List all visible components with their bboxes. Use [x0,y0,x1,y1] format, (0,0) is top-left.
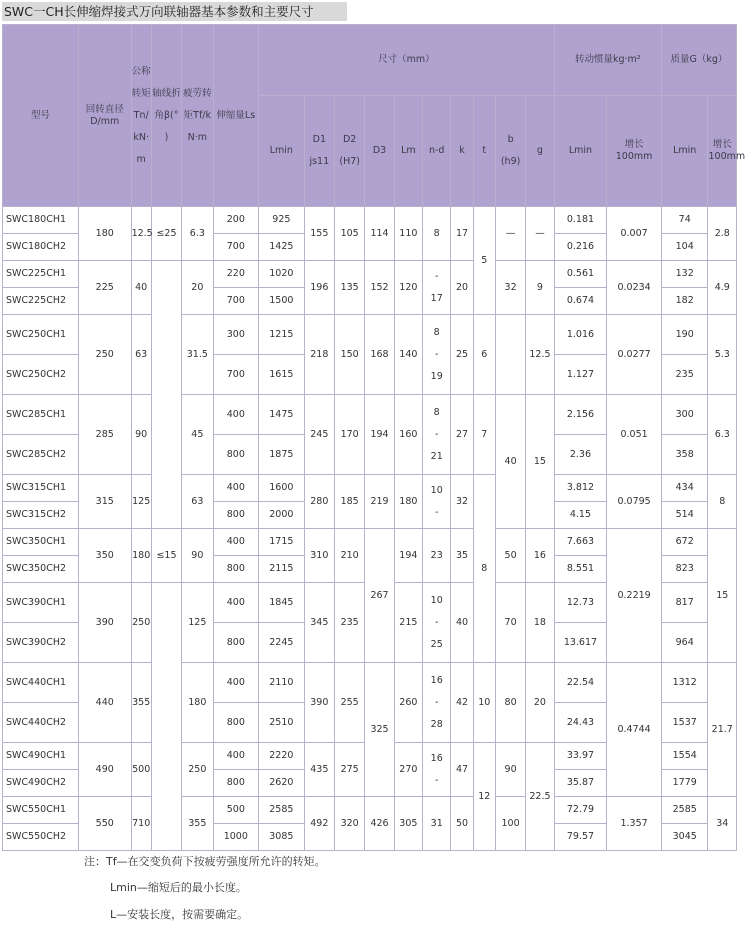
table-cell-t: 7 [473,395,495,475]
table-cell-ls: 700 [213,355,259,395]
table-cell-k: 32 [451,475,473,529]
table-cell-beta-empty [151,261,181,529]
table-cell-g: 22.5 [526,743,554,851]
header-nd: n-d [423,96,451,207]
table-cell-ls: 800 [213,623,259,663]
table-cell-inertia-increase: 0.0234 [607,261,662,315]
table-cell-mass-increase: 2.8 [708,207,737,261]
table-cell-tf: 6.3 [182,207,213,261]
table-cell-lmin: 2110 [259,663,305,703]
table-cell-nd: 16 - 28 [423,663,451,743]
table-cell-inertia-lmin: 0.216 [554,234,607,261]
table-cell-d2: 170 [334,395,364,475]
header-mass-lmin: Lmin [661,96,708,207]
table-cell-ls: 400 [213,743,259,770]
table-cell-lmin: 2220 [259,743,305,770]
table-cell-tf: 20 [182,261,213,315]
table-cell-t: 8 [473,475,495,663]
table-cell-nd: 31 [423,797,451,851]
header-lmin: Lmin [259,96,305,207]
table-cell-ls: 400 [213,583,259,623]
table-cell-mass-lmin: 132 [661,261,708,288]
table-cell-inertia-lmin: 7.663 [554,529,607,556]
table-cell-b: 50 [495,529,525,583]
header-inertia: 转动惯量kg·m² [554,25,661,96]
table-cell-inertia-lmin: 22.54 [554,663,607,703]
table-cell-b-empty [495,315,525,395]
header-t: t [473,96,495,207]
table-cell-mass-increase: 8 [708,475,737,529]
table-cell-b: 70 [495,583,525,663]
header-g: g [526,96,554,207]
table-cell-model: SWC250CH2 [3,355,79,395]
table-cell-nd: 8 - 19 [423,315,451,395]
table-cell-d: 490 [78,743,131,797]
table-cell-d: 225 [78,261,131,315]
table-cell-d: 180 [78,207,131,261]
table-cell-k: 40 [451,583,473,663]
table-cell-inertia-increase: 0.007 [607,207,662,261]
table-cell-d1: 155 [304,207,334,261]
table-cell-lmin: 2000 [259,502,305,529]
header-d1: D1 js11 [304,96,334,207]
table-cell-d2: 235 [334,583,364,663]
table-cell-model: SWC285CH1 [3,395,79,435]
table-cell-inertia-lmin: 13.617 [554,623,607,663]
table-cell-model: SWC550CH1 [3,797,79,824]
table-cell-d: 350 [78,529,131,583]
table-cell-mass-lmin: 964 [661,623,708,663]
table-cell-nd: 23 [423,529,451,583]
table-cell-inertia-lmin: 2.156 [554,395,607,435]
table-cell-lmin: 1500 [259,288,305,315]
table-cell-ls: 800 [213,502,259,529]
table-cell-model: SWC250CH1 [3,315,79,355]
table-cell-mass-lmin: 1312 [661,663,708,703]
table-cell-d2: 275 [334,743,364,797]
header-axis-angle: 轴线折角β(° ) [151,25,181,207]
header-model: 型号 [3,25,79,207]
table-cell-d: 250 [78,315,131,395]
table-cell-d: 315 [78,475,131,529]
header-rotation-diameter: 回转直径D/mm [78,25,131,207]
table-cell-inertia-lmin: 24.43 [554,703,607,743]
table-cell-model: SWC225CH2 [3,288,79,315]
table-cell-tn: 500 [131,743,151,797]
table-cell-d3: 426 [365,797,394,851]
table-cell-tf: 125 [182,583,213,663]
table-cell-model: SWC225CH1 [3,261,79,288]
header-b: b (h9) [495,96,525,207]
table-cell-mass-increase: 4.9 [708,261,737,315]
table-cell-lm: 140 [394,315,422,395]
table-cell-inertia-lmin: 79.57 [554,824,607,851]
table-cell-lm: 260 [394,663,422,743]
table-cell-k: 20 [451,261,473,315]
table-cell-mass-lmin: 672 [661,529,708,556]
table-cell-mass-lmin: 300 [661,395,708,435]
table-cell-g: 18 [526,583,554,663]
table-cell-model: SWC180CH1 [3,207,79,234]
table-cell-b: 80 [495,663,525,743]
table-cell-d: 440 [78,663,131,743]
table-cell-d3: 114 [365,207,394,261]
table-cell-mass-increase: 15 [708,529,737,663]
table-cell-d: 390 [78,583,131,663]
table-cell-k: 42 [451,663,473,743]
table-cell-inertia-increase: 0.0277 [607,315,662,395]
table-cell-k: 25 [451,315,473,395]
table-cell-tn: 40 [131,261,151,315]
header-mass-increase: 增长100mm [708,96,737,207]
table-cell-model: SWC390CH2 [3,623,79,663]
table-cell-model: SWC490CH2 [3,770,79,797]
table-cell-mass-lmin: 434 [661,475,708,502]
table-cell-nd: 8 [423,207,451,261]
table-cell-model: SWC390CH1 [3,583,79,623]
table-cell-ls: 800 [213,435,259,475]
table-cell-tn: 63 [131,315,151,395]
table-cell-d1: 245 [304,395,334,475]
table-cell-tf: 63 [182,475,213,529]
table-cell-lmin: 1600 [259,475,305,502]
table-cell-lmin: 1715 [259,529,305,556]
table-cell-inertia-lmin: 0.181 [554,207,607,234]
table-cell-inertia-lmin: 4.15 [554,502,607,529]
table-cell-model: SWC350CH2 [3,556,79,583]
table-cell-mass-lmin: 1779 [661,770,708,797]
table-cell-lmin: 2245 [259,623,305,663]
table-cell-ls: 400 [213,529,259,556]
header-d2: D2 (H7) [334,96,364,207]
table-cell-tn: 180 [131,529,151,583]
table-cell-beta-empty [151,583,181,851]
table-cell-mass-lmin: 358 [661,435,708,475]
table-cell-lmin: 1475 [259,395,305,435]
table-cell-t: 10 [473,663,495,743]
table-cell-lmin: 2115 [259,556,305,583]
table-cell-inertia-increase: 0.2219 [607,529,662,663]
table-cell-lm: 180 [394,475,422,529]
table-cell-nd: 16 - [423,743,451,797]
table-cell-ls: 800 [213,703,259,743]
table-cell-tn: 710 [131,797,151,851]
table-cell-model: SWC315CH2 [3,502,79,529]
table-cell-inertia-lmin: 3.812 [554,475,607,502]
table-title: SWC一CH长伸缩焊接式万向联轴器基本参数和主要尺寸 [2,2,347,21]
header-d3: D3 [365,96,394,207]
table-cell-d1: 492 [304,797,334,851]
table-cell-nd: 10 - [423,475,451,529]
table-cell-k: 35 [451,529,473,583]
table-cell-beta: ≤15 [151,529,181,583]
table-cell-nd: 8 - 21 [423,395,451,475]
table-cell-mass-lmin: 104 [661,234,708,261]
table-cell-ls: 400 [213,663,259,703]
table-cell-g: 9 [526,261,554,315]
table-cell-lm: 305 [394,797,422,851]
table-cell-ls: 500 [213,797,259,824]
table-cell-b: 32 [495,261,525,315]
table-cell-d2: 255 [334,663,364,743]
table-cell-d1: 218 [304,315,334,395]
table-cell-d2: 150 [334,315,364,395]
table-cell-b: 40 [495,395,525,529]
table-cell-inertia-increase: 0.4744 [607,663,662,797]
table-cell-model: SWC180CH2 [3,234,79,261]
table-cell-mass-lmin: 190 [661,315,708,355]
table-cell-lmin: 2585 [259,797,305,824]
table-cell-inertia-lmin: 72.79 [554,797,607,824]
table-cell-inertia-lmin: 1.127 [554,355,607,395]
header-inertia-lmin: Lmin [554,96,607,207]
table-cell-d3: 168 [365,315,394,395]
table-cell-mass-lmin: 823 [661,556,708,583]
table-cell-d2: 185 [334,475,364,529]
table-cell-d1: 280 [304,475,334,529]
table-cell-model: SWC440CH1 [3,663,79,703]
table-cell-model: SWC350CH1 [3,529,79,556]
table-cell-lm: 194 [394,529,422,583]
table-cell-lmin: 2510 [259,703,305,743]
table-cell-lmin: 925 [259,207,305,234]
table-cell-mass-lmin: 235 [661,355,708,395]
table-cell-inertia-lmin: 33.97 [554,743,607,770]
table-cell-d1: 196 [304,261,334,315]
table-cell-ls: 1000 [213,824,259,851]
table-cell-ls: 800 [213,770,259,797]
table-cell-ls: 300 [213,315,259,355]
note-tf: 注：Tf—在交变负荷下按疲劳强度所允许的转矩。 [84,855,326,868]
table-cell-g: 12.5 [526,315,554,395]
note-l: L—安装长度，按需要确定。 [110,908,249,921]
table-cell-nd: 10 - 25 [423,583,451,663]
table-cell-d2: 135 [334,261,364,315]
table-cell-lmin: 1215 [259,315,305,355]
table-cell-mass-lmin: 2585 [661,797,708,824]
table-cell-d3: 219 [365,475,394,529]
table-cell-g: — [526,207,554,261]
header-k: k [451,96,473,207]
table-cell-model: SWC440CH2 [3,703,79,743]
table-cell-inertia-increase: 0.051 [607,395,662,475]
table-cell-lm: 270 [394,743,422,797]
table-cell-mass-lmin: 817 [661,583,708,623]
table-cell-b: — [495,207,525,261]
table-cell-g: 16 [526,529,554,583]
table-cell-inertia-lmin: 1.016 [554,315,607,355]
table-cell-k: 17 [451,207,473,261]
table-cell-d1: 390 [304,663,334,743]
table-cell-inertia-lmin: 2.36 [554,435,607,475]
table-cell-tf: 31.5 [182,315,213,395]
table-cell-d1: 345 [304,583,334,663]
table-cell-ls: 800 [213,556,259,583]
table-cell-t: 12 [473,743,495,851]
table-cell-model: SWC550CH2 [3,824,79,851]
table-cell-inertia-lmin: 8.551 [554,556,607,583]
table-cell-mass-lmin: 182 [661,288,708,315]
table-cell-d2: 320 [334,797,364,851]
table-cell-model: SWC490CH1 [3,743,79,770]
table-cell-tf: 180 [182,663,213,743]
table-cell-b: 100 [495,797,525,851]
table-cell-inertia-lmin: 12.73 [554,583,607,623]
table-cell-lm: 160 [394,395,422,475]
table-cell-mass-lmin: 74 [661,207,708,234]
table-cell-tn: 250 [131,583,151,663]
table-cell-d1: 310 [304,529,334,583]
table-cell-inertia-lmin: 0.561 [554,261,607,288]
table-cell-lmin: 2620 [259,770,305,797]
header-lm: Lm [394,96,422,207]
table-cell-mass-increase: 34 [708,797,737,851]
header-mass: 质量G（kg） [661,25,736,96]
table-cell-beta: ≤25 [151,207,181,261]
note-lmin: Lmin—缩短后的最小长度。 [110,881,247,894]
table-cell-model: SWC285CH2 [3,435,79,475]
table-cell-inertia-increase: 1.357 [607,797,662,851]
table-cell-mass-lmin: 3045 [661,824,708,851]
header-dimensions: 尺寸（mm） [259,25,555,96]
table-cell-tn: 90 [131,395,151,475]
table-cell-ls: 220 [213,261,259,288]
table-cell-tn: 355 [131,663,151,743]
table-cell-lmin: 1845 [259,583,305,623]
table-cell-lmin: 3085 [259,824,305,851]
table-cell-ls: 700 [213,288,259,315]
table-cell-tf: 355 [182,797,213,851]
table-cell-mass-increase: 21.7 [708,663,737,797]
table-cell-d: 285 [78,395,131,475]
table-cell-mass-lmin: 1537 [661,703,708,743]
table-cell-mass-lmin: 1554 [661,743,708,770]
table-cell-d2: 210 [334,529,364,583]
table-cell-ls: 200 [213,207,259,234]
table-cell-d: 550 [78,797,131,851]
table-cell-model: SWC315CH1 [3,475,79,502]
table-cell-mass-increase: 6.3 [708,395,737,475]
table-cell-ls: 400 [213,395,259,435]
table-cell-d3: 325 [365,663,394,797]
table-cell-d3: 267 [365,529,394,663]
table-cell-t: 5 [473,207,495,315]
table-cell-lm: 110 [394,207,422,261]
table-cell-b: 90 [495,743,525,797]
table-cell-k: 27 [451,395,473,475]
table-cell-d3: 152 [365,261,394,315]
table-cell-tf: 90 [182,529,213,583]
header-nominal-torque: 公称转矩Tn/kN·m [131,25,151,207]
header-inertia-increase: 增长100mm [607,96,662,207]
table-cell-lmin: 1615 [259,355,305,395]
table-cell-mass-increase: 5.3 [708,315,737,395]
table-cell-lmin: 1020 [259,261,305,288]
table-cell-k: 50 [451,797,473,851]
table-cell-lmin: 1875 [259,435,305,475]
table-cell-ls: 400 [213,475,259,502]
table-cell-d2: 105 [334,207,364,261]
table-cell-tn: 12.5 [131,207,151,261]
header-fatigue-torque: 疲劳转矩Tf/kN·m [182,25,213,207]
table-cell-lmin: 1425 [259,234,305,261]
table-cell-tf: 45 [182,395,213,475]
table-cell-lm: 120 [394,261,422,315]
table-cell-nd: - 17 [423,261,451,315]
table-cell-k: 47 [451,743,473,797]
table-cell-t: 6 [473,315,495,395]
table-cell-lm: 215 [394,583,422,663]
specification-table [2,24,745,851]
table-cell-g: 15 [526,395,554,529]
table-cell-inertia-lmin: 35.87 [554,770,607,797]
table-cell-mass-lmin: 514 [661,502,708,529]
table-cell-ls: 700 [213,234,259,261]
table-cell-g: 20 [526,663,554,743]
table-cell-tn: 125 [131,475,151,529]
table-cell-d1: 435 [304,743,334,797]
table-cell-tf: 250 [182,743,213,797]
table-cell-inertia-lmin: 0.674 [554,288,607,315]
table-cell-inertia-increase: 0.0795 [607,475,662,529]
table-cell-d3: 194 [365,395,394,475]
header-telescopic: 伸缩量Ls [213,25,259,207]
